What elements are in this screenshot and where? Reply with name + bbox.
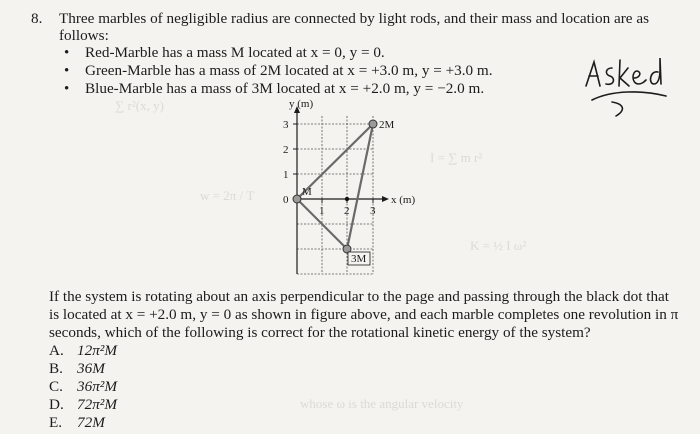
y-tick-label: 1 xyxy=(283,169,289,181)
x-tick-label: 3 xyxy=(370,205,376,217)
rotation-axis-dot xyxy=(345,197,349,201)
choice-text: 72M xyxy=(77,414,105,431)
question-paragraph: If the system is rotating about an axis perpendicular to the page and passing through the black dot that is located at x = +2.0 m, y = 0 as shown in figure above, and each marble completes one revolution in π seconds, which of the following is correct for the rotational kinetic energy of the system? xyxy=(49,288,679,341)
choice-text: 36π²M xyxy=(77,378,118,395)
question-stem: Three marbles of negligible radius are connected by light rods, and their mass and location are as follows: xyxy=(59,10,649,44)
bleed-through-text: w = 2π / T xyxy=(200,188,255,203)
blue-mass-label: 3M xyxy=(351,253,367,265)
choice-c[interactable] xyxy=(49,378,117,396)
bleed-through-text: I = ∑ m r² xyxy=(430,150,483,165)
answer-choices xyxy=(49,342,117,432)
marble-item-blue: • Blue-Marble has a mass of 3M located at x = +2.0 m, y = −2.0 m. xyxy=(60,80,493,98)
choice-a[interactable] xyxy=(49,342,117,360)
marble-diagram xyxy=(275,96,425,282)
choice-text: 72π²M xyxy=(77,396,118,413)
green-mass-label: 2M xyxy=(379,119,395,131)
marble-item-green: • Green-Marble has a mass of 2M located at x = +3.0 m, y = +3.0 m. xyxy=(60,62,493,80)
y-axis-label: y (m) xyxy=(289,98,314,110)
choice-e[interactable] xyxy=(49,414,117,432)
x-axis-label: x (m) xyxy=(391,194,416,206)
x-tick-label: 2 xyxy=(344,205,350,217)
choice-text: 36M xyxy=(77,360,105,377)
choice-text: 12π²M xyxy=(77,342,118,359)
choice-letter: A. xyxy=(49,342,64,359)
question-number: 8. xyxy=(31,10,43,27)
red-marble xyxy=(293,195,301,203)
x-tick-label: 1 xyxy=(319,205,325,217)
y-tick-label: 3 xyxy=(283,119,289,131)
y-tick-label: 2 xyxy=(283,144,289,156)
bleed-through-text: K = ½ I ω² xyxy=(470,238,527,253)
choice-letter: C. xyxy=(49,378,63,395)
bleed-through-text: ∑ r²(x, y) xyxy=(115,98,164,113)
marble-list xyxy=(60,44,493,98)
green-marble xyxy=(369,120,377,128)
x-axis-arrow xyxy=(382,196,389,202)
marble-item-red: • Red-Marble has a mass M located at x = 0, y = 0. xyxy=(60,44,493,62)
bleed-through-text: whose ω is the angular velocity xyxy=(300,396,464,411)
choice-letter: D. xyxy=(49,396,64,413)
handwritten-note xyxy=(582,56,674,124)
choice-d[interactable] xyxy=(49,396,117,414)
red-mass-label: M xyxy=(302,186,312,198)
y-tick-label: 0 xyxy=(283,194,289,206)
choice-letter: B. xyxy=(49,360,63,377)
y-tick-marks xyxy=(293,124,297,174)
choice-b[interactable] xyxy=(49,360,117,378)
choice-letter: E. xyxy=(49,414,63,431)
